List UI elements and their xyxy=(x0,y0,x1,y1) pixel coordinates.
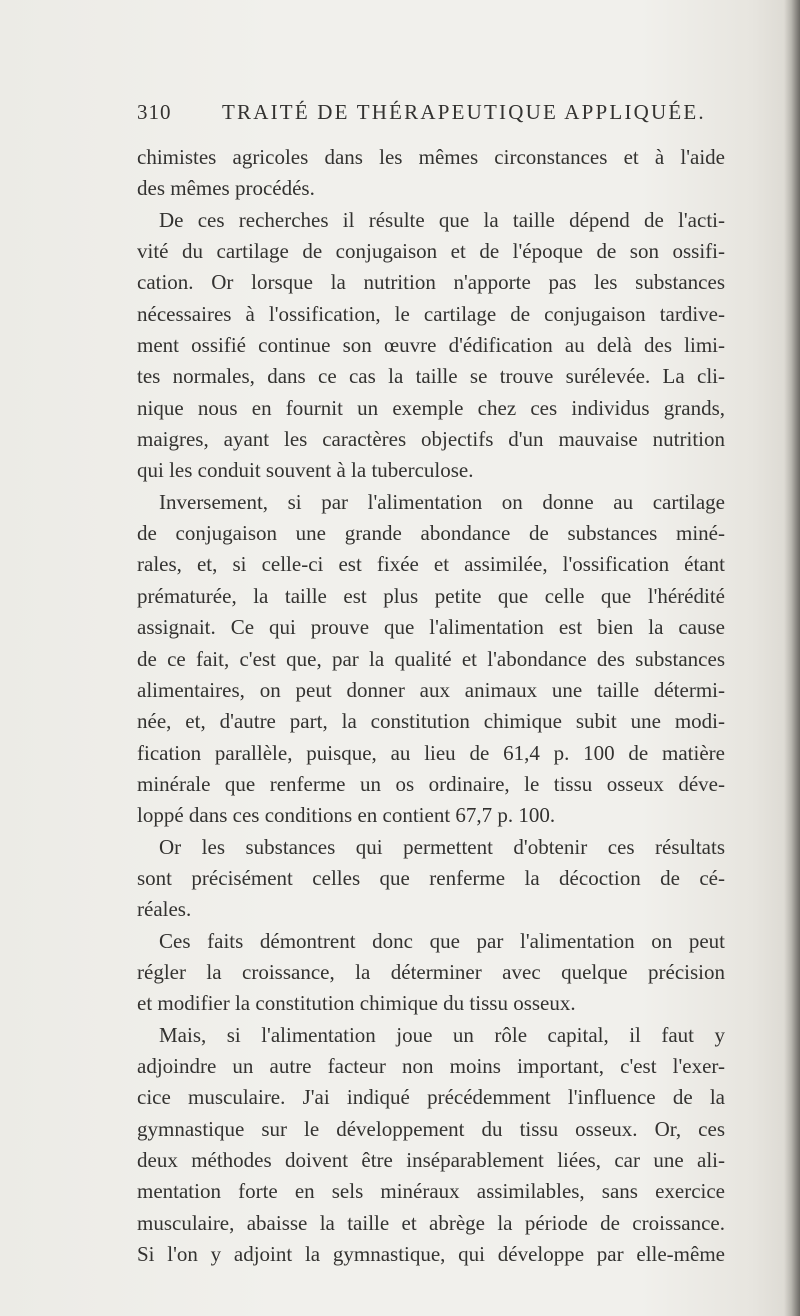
text-line: musculaire, abaisse la taille et abrège la période de croissance. xyxy=(137,1210,725,1235)
text-line: fication parallèle, puisque, au lieu de 61,4 p. 100 de matière xyxy=(137,740,725,765)
text-line: régler la croissance, la déterminer avec quelque précision xyxy=(137,959,725,984)
text-line: née, et, d'autre part, la constitution chimique subit une modi- xyxy=(137,709,725,734)
running-title: TRAITÉ DE THÉRAPEUTIQUE APPLIQUÉE. xyxy=(222,100,706,124)
text-line: ment ossifié continue son œuvre d'édification au delà des limi- xyxy=(137,333,725,358)
text-line: réales. xyxy=(137,897,192,922)
text-line: sont précisément celles que renferme la décoction de cé- xyxy=(137,865,725,890)
page-binding-edge xyxy=(784,0,800,1316)
text-line: maigres, ayant les caractères objectifs d'un mauvaise nutrition xyxy=(137,427,725,452)
text-line: nécessaires à l'ossification, le cartilage de conjugaison tardive- xyxy=(137,301,725,326)
text-line: de ce fait, c'est que, par la qualité et l'abondance des substances xyxy=(137,646,725,671)
page-number: 310 xyxy=(137,100,172,124)
text-line: De ces recherches il résulte que la taille dépend de l'acti- xyxy=(159,207,725,232)
text-line: prématurée, la taille est plus petite que celle que l'hérédité xyxy=(137,583,725,608)
text-line: Si l'on y adjoint la gymnastique, qui développe par elle-même xyxy=(137,1242,725,1267)
text-line: cice musculaire. J'ai indiqué précédemment l'influence de la xyxy=(137,1085,725,1110)
text-line: gymnastique sur le développement du tissu osseux. Or, ces xyxy=(137,1116,725,1141)
text-line: et modifier la constitution chimique du tissu osseux. xyxy=(137,991,576,1016)
text-line: de conjugaison une grande abondance de substances miné- xyxy=(137,521,725,546)
text-line: mentation forte en sels minéraux assimilables, sans exercice xyxy=(137,1179,725,1204)
text-line: nique nous en fournit un exemple chez ces individus grands, xyxy=(137,395,725,420)
text-line: loppé dans ces conditions en contient 67,7 p. 100. xyxy=(137,803,556,828)
body-text xyxy=(137,142,725,1270)
text-line: Or les substances qui permettent d'obtenir ces résultats xyxy=(159,834,725,859)
text-line: alimentaires, on peut donner aux animaux une taille détermi- xyxy=(137,677,725,702)
text-line: deux méthodes doivent être inséparablement liées, car une ali- xyxy=(137,1148,725,1172)
text-line: des mêmes procédés. xyxy=(137,176,315,201)
text-line: cation. Or lorsque la nutrition n'apporte pas les substances xyxy=(137,270,725,295)
text-line: Mais, si l'alimentation joue un rôle capital, il faut y xyxy=(159,1022,725,1047)
text-line: chimistes agricoles dans les mêmes circonstances et à l'aide xyxy=(137,145,725,169)
text-line: minérale que renferme un os ordinaire, le tissu osseux déve- xyxy=(137,771,725,796)
text-line: vité du cartilage de conjugaison et de l'époque de son ossifi- xyxy=(137,239,725,264)
text-line: qui les conduit souvent à la tuberculose. xyxy=(137,458,474,483)
text-line: tes normales, dans ce cas la taille se trouve surélevée. La cli- xyxy=(137,364,725,389)
text-line: adjoindre un autre facteur non moins important, c'est l'exer- xyxy=(137,1053,725,1078)
text-line: Inversement, si par l'alimentation on donne au cartilage xyxy=(159,489,725,514)
text-line: rales, et, si celle-ci est fixée et assimilée, l'ossification étant xyxy=(137,552,725,577)
text-line: assignait. Ce qui prouve que l'alimentation est bien la cause xyxy=(137,615,725,640)
page-header xyxy=(137,95,706,129)
text-line: Ces faits démontrent donc que par l'alimentation on peut xyxy=(159,928,725,953)
